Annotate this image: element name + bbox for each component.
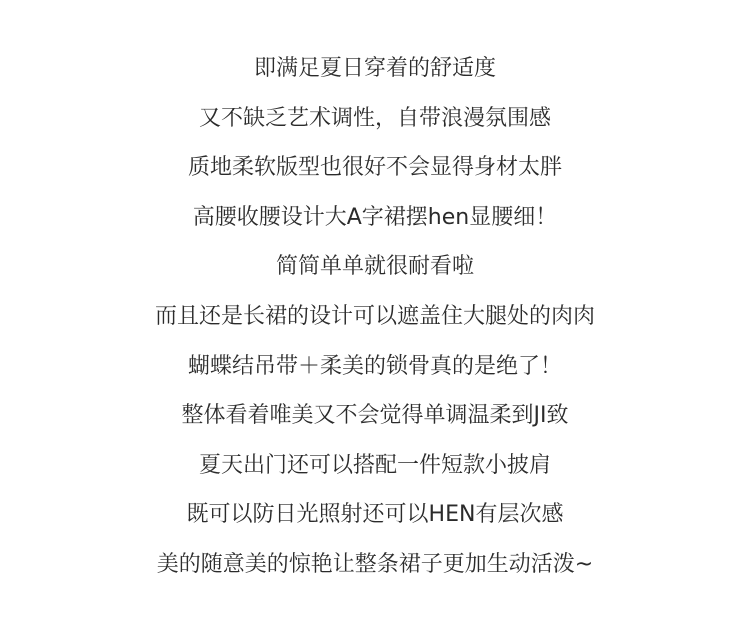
description-line: 夏天出门还可以搭配一件短款小披肩 bbox=[198, 452, 551, 478]
description-line: 蝴蝶结吊带＋柔美的锁骨真的是绝了！ bbox=[187, 353, 562, 379]
description-line: 即满足夏日穿着的舒适度 bbox=[253, 56, 496, 81]
description-line: 整体看着唯美又不会觉得单调温柔到JI致 bbox=[181, 403, 569, 429]
description-line: 既可以防日光照射还可以HEN有层次感 bbox=[186, 502, 564, 528]
description-line: 质地柔软版型也很好不会显得身材太胖 bbox=[187, 155, 562, 181]
description-text-block bbox=[0, 44, 750, 590]
description-line: 高腰收腰设计大A字裙摆hen显腰细！ bbox=[192, 204, 558, 230]
description-line: 而且还是长裙的设计可以遮盖住大腿处的肉肉 bbox=[154, 303, 595, 329]
description-line: 简简单单就很耐看啦 bbox=[275, 254, 474, 280]
description-line: 美的随意美的惊艳让整条裙子更加生动活泼~ bbox=[156, 551, 594, 577]
description-line: 又不缺乏艺术调性，自带浪漫氛围感 bbox=[198, 105, 551, 131]
